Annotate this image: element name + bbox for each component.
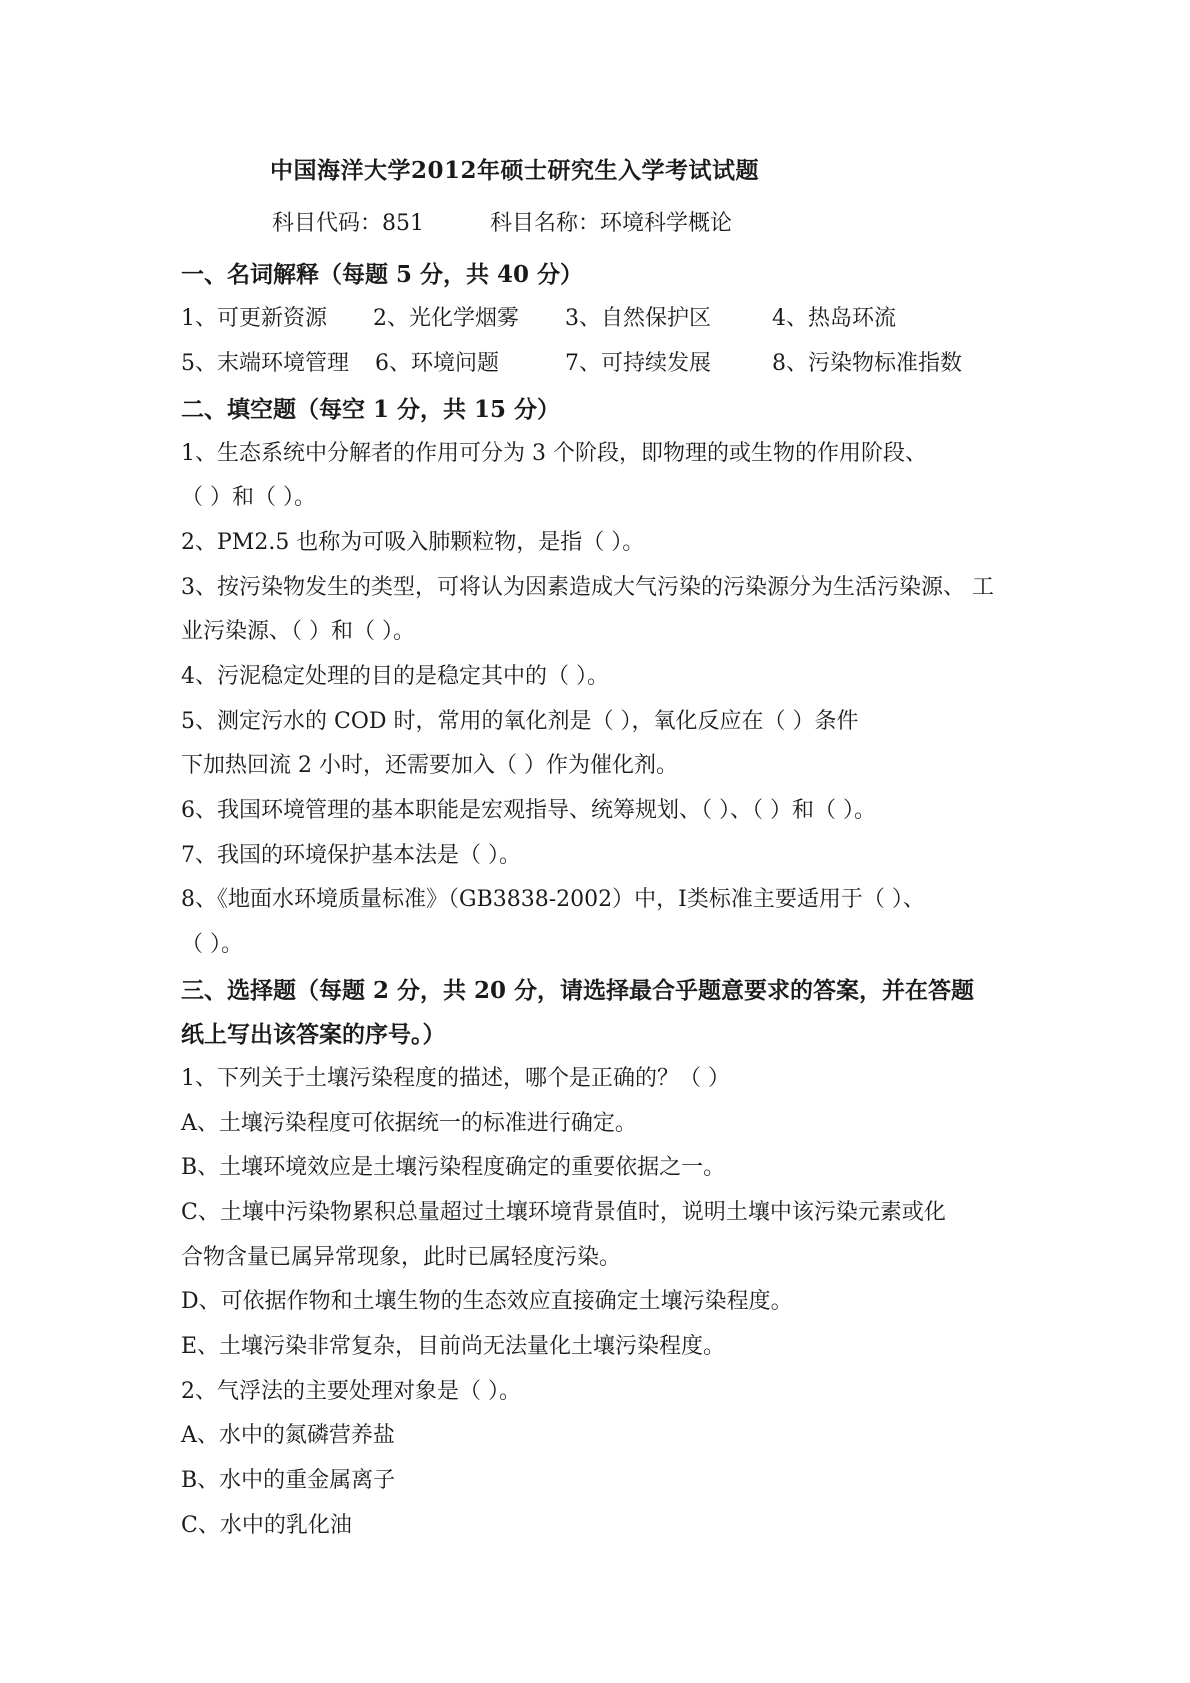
section2-heading: 二、填空题（每空 1 分，共 15 分） xyxy=(181,396,561,423)
choice-line: 合物含量已属异常现象，此时已属轻度污染。 xyxy=(181,1245,622,1270)
fill-line: 4、污泥稳定处理的目的是稳定其中的（ ）。 xyxy=(181,664,609,689)
choice-line: C、土壤中污染物累积总量超过土壤环境背景值时，说明土壤中该污染元素或化 xyxy=(181,1200,946,1225)
fill-line: 下加热回流 2 小时，还需要加入（ ）作为催化剂。 xyxy=(181,753,678,778)
term-item: 2、光化学烟雾 xyxy=(373,306,519,331)
fill-line: 6、我国环境管理的基本职能是宏观指导、统筹规划、（ ）、（ ）和（ ）。 xyxy=(181,798,876,823)
choice-line: A、水中的氮磷营养盐 xyxy=(181,1423,395,1448)
choice-line: E、土壤污染非常复杂，目前尚无法量化土壤污染程度。 xyxy=(181,1334,726,1359)
term-item: 7、可持续发展 xyxy=(565,351,711,376)
exam-title: 中国海洋大学2012年硕士研究生入学考试试题 xyxy=(270,157,760,184)
choice-line: D、可依据作物和土壤生物的生态效应直接确定土壤污染程度。 xyxy=(181,1289,793,1314)
fill-line: 5、测定污水的 COD 时，常用的氧化剂是（ ），氧化反应在（ ）条件 xyxy=(181,709,859,734)
choice-line: 2、气浮法的主要处理对象是（ ）。 xyxy=(181,1379,521,1404)
section3-heading-cont: 纸上写出该答案的序号。） xyxy=(181,1021,446,1048)
section3-heading: 三、选择题（每题 2 分，共 20 分，请选择最合乎题意要求的答案，并在答题 xyxy=(181,977,975,1004)
term-item: 6、环境问题 xyxy=(375,351,499,376)
subject-name: 科目名称：环境科学概论 xyxy=(490,211,733,236)
term-item: 1、可更新资源 xyxy=(181,306,327,331)
term-item: 3、自然保护区 xyxy=(565,306,711,331)
choice-line: A、土壤污染程度可依据统一的标准进行确定。 xyxy=(181,1111,637,1136)
choice-line: 1、下列关于土壤污染程度的描述，哪个是正确的？（ ） xyxy=(181,1066,730,1091)
subject-code: 科目代码：851 xyxy=(272,211,424,236)
fill-line: 业污染源、（ ）和（ ）。 xyxy=(181,619,415,644)
fill-line: （ ）。 xyxy=(181,932,243,957)
choice-line: B、土壤环境效应是土壤污染程度确定的重要依据之一。 xyxy=(181,1155,726,1180)
fill-line: 1、生态系统中分解者的作用可分为 3 个阶段，即物理的或生物的作用阶段、 xyxy=(181,441,927,466)
fill-line: （ ）和（ ）。 xyxy=(181,485,316,510)
term-item: 4、热岛环流 xyxy=(772,306,896,331)
fill-line: 8、《地面水环境质量标准》（GB3838-2002）中，Ⅰ类标准主要适用于（ ）、 xyxy=(181,887,925,912)
fill-line: 2、PM2.5 也称为可吸入肺颗粒物，是指（ ）。 xyxy=(181,530,645,555)
choice-line: B、水中的重金属离子 xyxy=(181,1468,396,1493)
choice-line: C、水中的乳化油 xyxy=(181,1513,352,1538)
term-item: 8、污染物标准指数 xyxy=(772,351,962,376)
section1-heading: 一、名词解释（每题 5 分，共 40 分） xyxy=(181,261,584,288)
fill-line: 7、我国的环境保护基本法是（ ）。 xyxy=(181,843,521,868)
term-item: 5、末端环境管理 xyxy=(181,351,349,376)
fill-line: 3、按污染物发生的类型，可将认为因素造成大气污染的污染源分为生活污染源、 工 xyxy=(181,575,994,600)
